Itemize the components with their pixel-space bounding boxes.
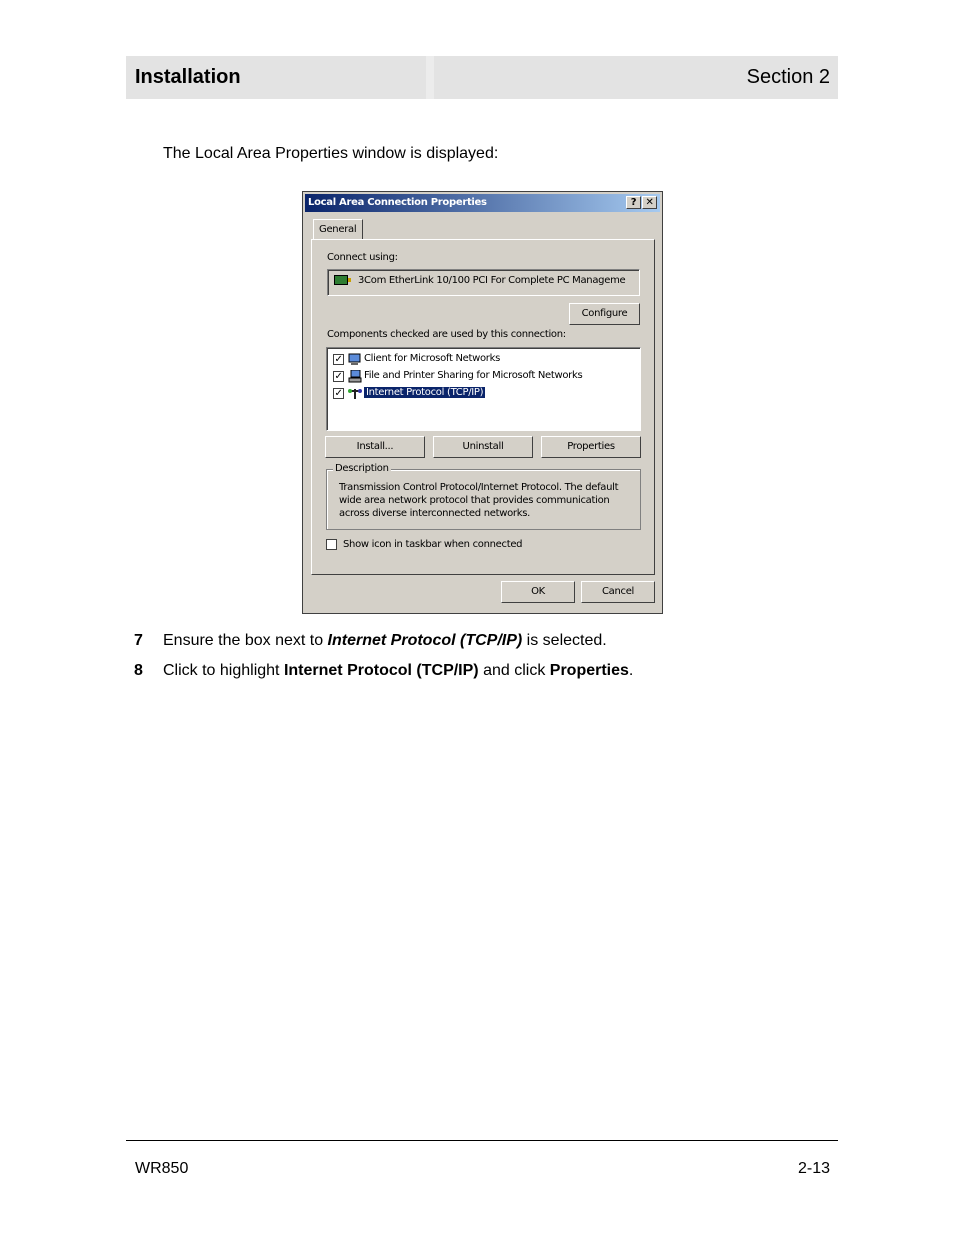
protocol-icon <box>348 387 362 400</box>
ok-button[interactable]: OK <box>501 581 575 603</box>
step-8 <box>134 662 633 680</box>
step-emphasis-2: Properties <box>549 662 629 679</box>
footer-product: WR850 <box>135 1160 189 1177</box>
description-text: Transmission Control Protocol/Internet Protocol. The default wide area network protocol that provides communication across diverse interconnected networks. <box>339 482 619 519</box>
step-text: Click to highlight <box>163 662 284 679</box>
dialog-title: Local Area Connection Properties <box>308 197 487 208</box>
header-title: Installation <box>135 66 241 88</box>
footer-rule <box>126 1140 838 1141</box>
cancel-button[interactable]: Cancel <box>581 581 655 603</box>
intro-text: The Local Area Properties window is displayed: <box>163 145 499 162</box>
component-checkbox-client[interactable]: ✓ <box>334 354 343 365</box>
footer-page-number: 2-13 <box>797 1160 830 1177</box>
step-number: 7 <box>134 632 143 649</box>
show-icon-label: Show icon in taskbar when connected <box>343 539 523 550</box>
properties-button[interactable]: Properties <box>541 436 641 458</box>
show-icon-checkbox[interactable] <box>326 539 337 550</box>
description-group <box>326 463 641 530</box>
close-button[interactable]: ✕ <box>642 196 657 209</box>
page-header <box>126 56 838 99</box>
step-emphasis: Internet Protocol (TCP/IP) <box>283 662 479 679</box>
step-text: Ensure the box next to <box>163 632 328 649</box>
header-right-band <box>434 56 838 99</box>
component-checkbox-tcpip[interactable]: ✓ <box>334 388 343 399</box>
adapter-name: 3Com EtherLink 10/100 PCI For Complete PC Manageme <box>358 275 626 286</box>
step-text-end: is selected. <box>522 632 607 649</box>
component-checkbox-sharing[interactable]: ✓ <box>334 371 343 382</box>
network-adapter-icon <box>334 275 348 285</box>
step-emphasis: Internet Protocol (TCP/IP) <box>327 632 523 649</box>
tab-general[interactable] <box>313 219 363 239</box>
component-label-client: Client for Microsoft Networks <box>364 353 501 364</box>
local-area-connection-dialog <box>302 191 663 614</box>
install-button[interactable]: Install... <box>325 436 425 458</box>
description-legend: Description <box>335 463 389 474</box>
adapter-field <box>327 269 640 296</box>
step-7 <box>134 632 607 650</box>
step-text-mid: and click <box>478 662 550 679</box>
component-label-sharing: File and Printer Sharing for Microsoft Networks <box>364 370 583 381</box>
header-divider <box>426 56 434 99</box>
components-list[interactable] <box>326 347 641 431</box>
configure-button[interactable]: Configure <box>569 303 640 325</box>
components-label: Components checked are used by this connection: <box>327 329 566 340</box>
step-text-end: . <box>628 662 634 679</box>
dialog-titlebar <box>305 194 660 212</box>
step-number: 8 <box>134 662 143 679</box>
header-section: Section 2 <box>746 66 830 88</box>
network-client-icon <box>348 353 362 366</box>
header-left-band <box>126 56 426 99</box>
component-label-tcpip: Internet Protocol (TCP/IP) <box>366 387 484 398</box>
uninstall-button[interactable]: Uninstall <box>433 436 533 458</box>
tab-general-label: General <box>319 224 357 235</box>
file-printer-sharing-icon <box>348 370 362 383</box>
help-button[interactable]: ? <box>626 196 641 209</box>
connect-using-label: Connect using: <box>327 252 398 263</box>
